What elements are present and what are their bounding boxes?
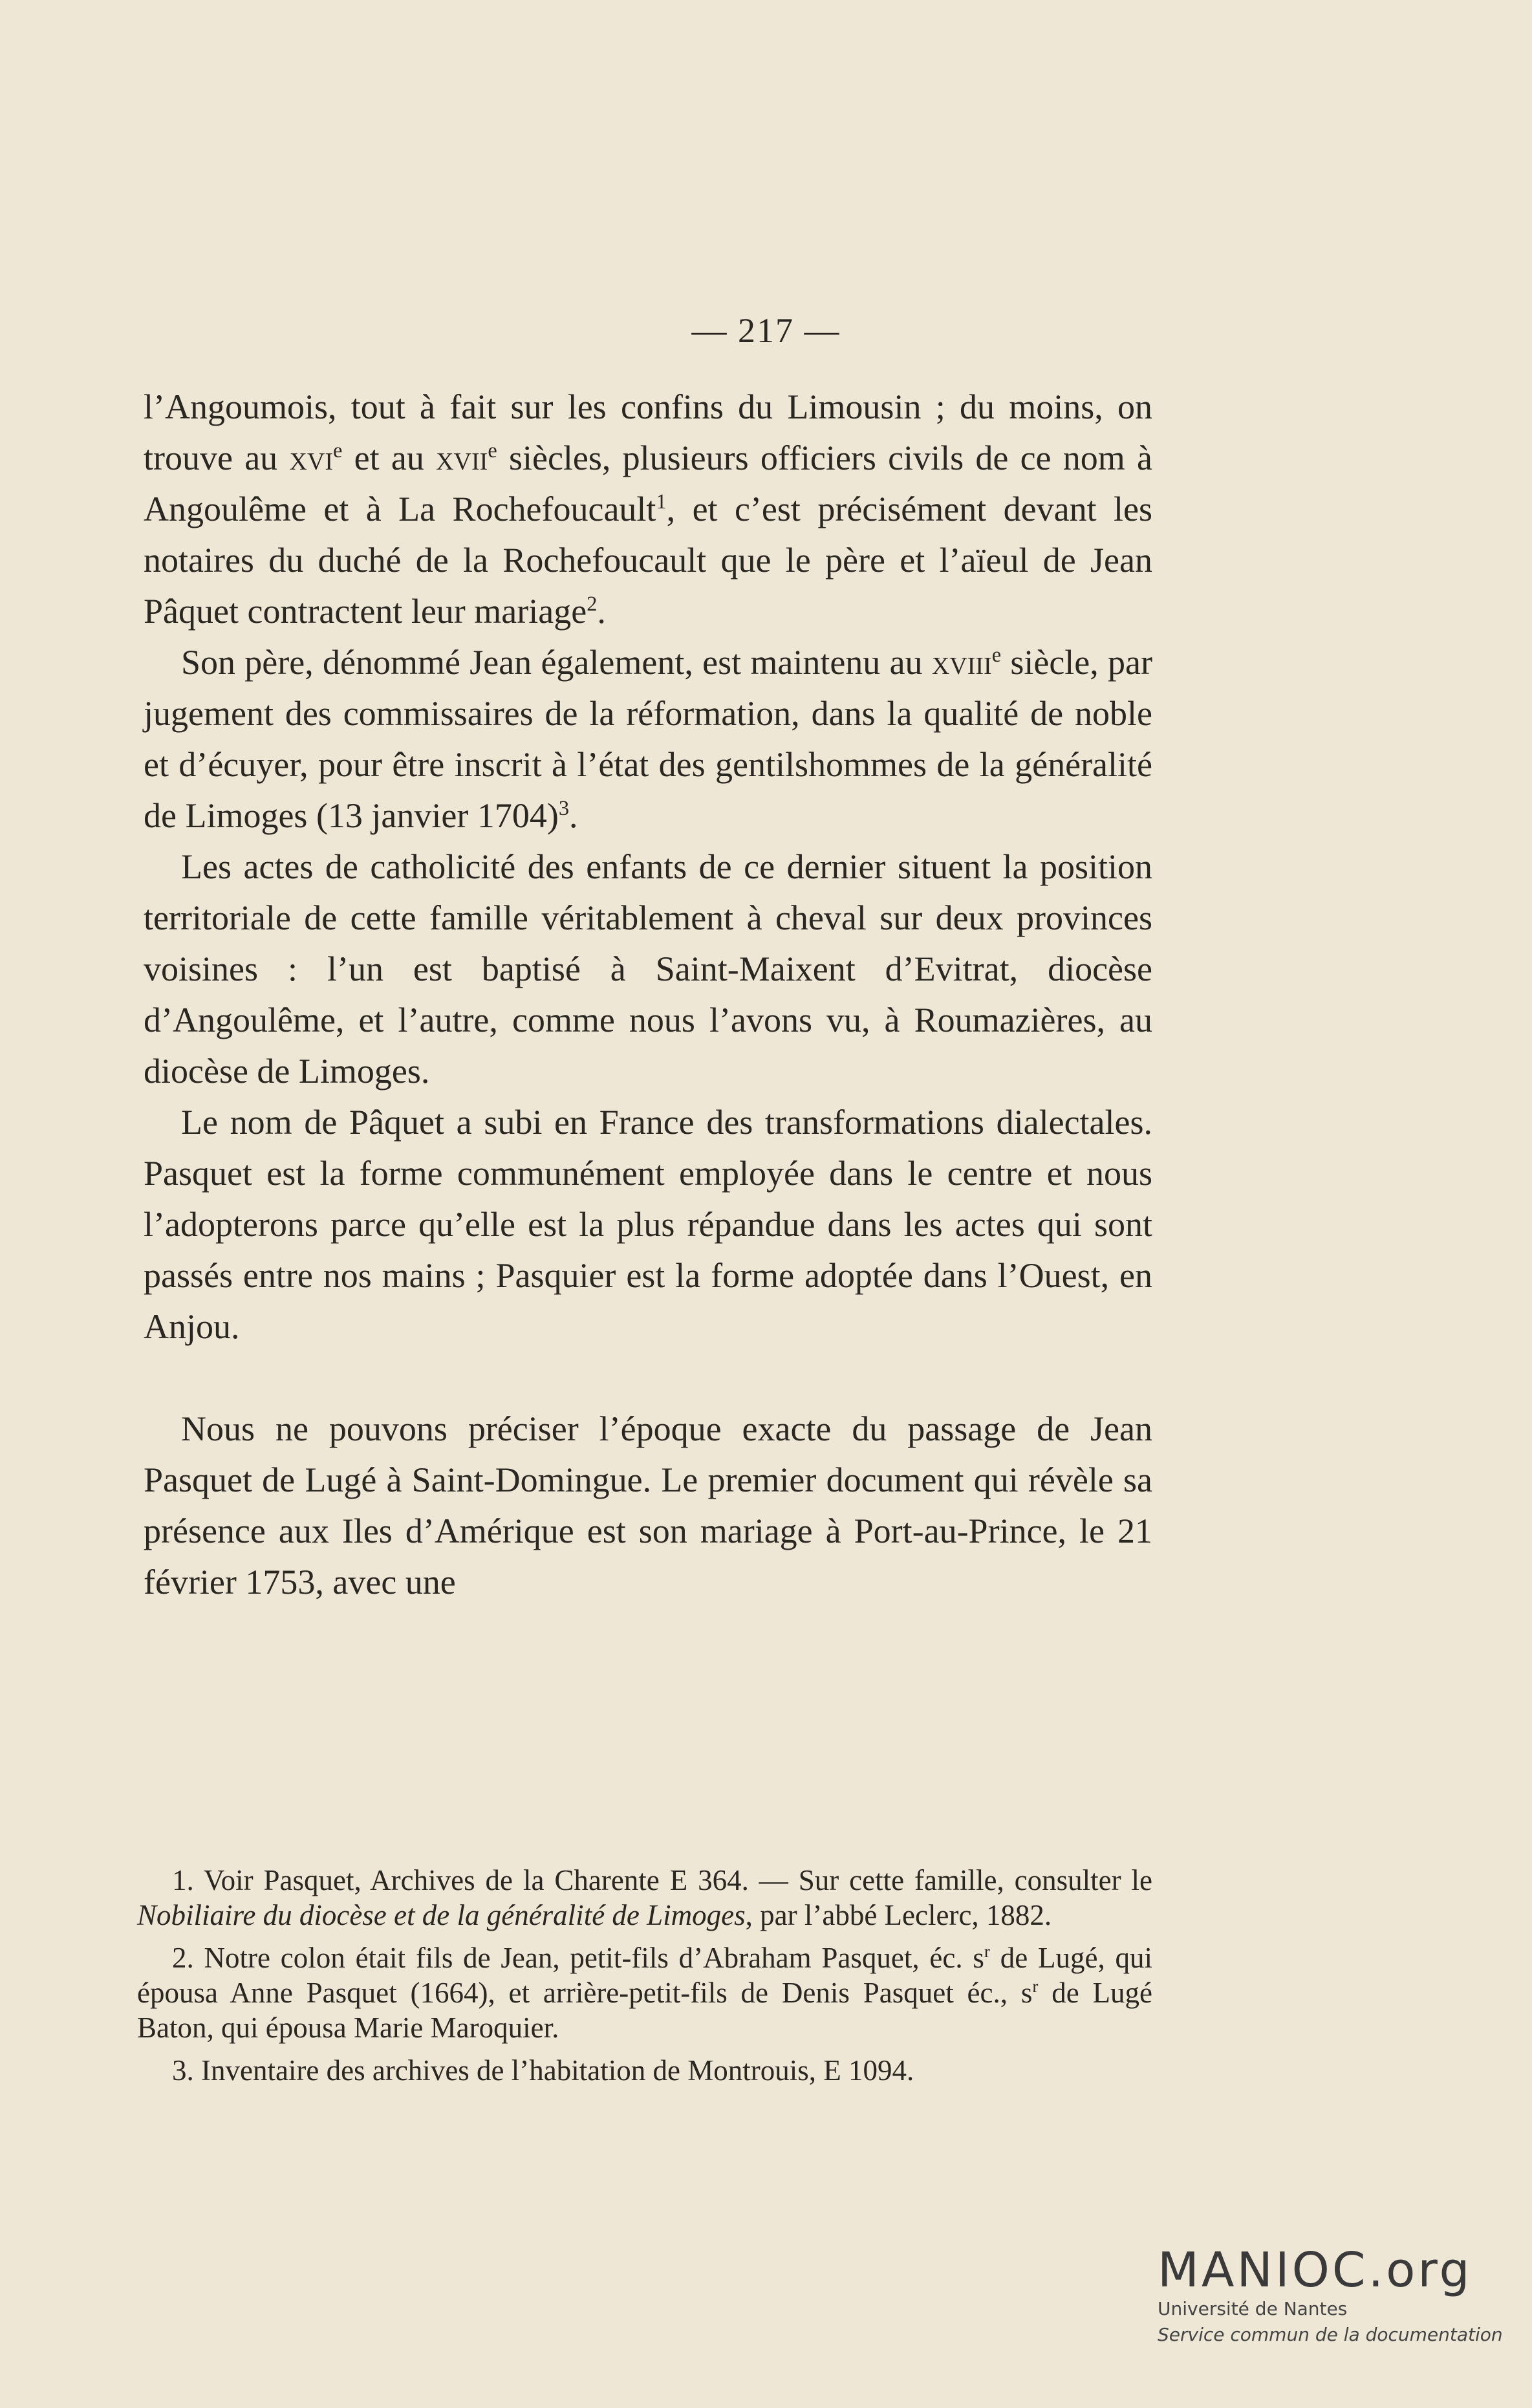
text-run: , et c’est précisément devant les notaires du duché de la Rochefoucault que le père et l’aïeul de Jean Pâquet contractent leur mariage bbox=[144, 490, 1152, 631]
logo-service: Service commun de la documentation bbox=[1158, 2324, 1503, 2345]
footnote-1 bbox=[137, 1863, 1152, 1933]
text-run: . bbox=[569, 796, 578, 835]
text-run: Inventaire des archives de l’habitation de Montrouis, E 1094. bbox=[193, 2054, 914, 2087]
century-numeral: xvi bbox=[289, 439, 333, 477]
footnote-ref-2: 2 bbox=[587, 592, 598, 616]
text-run: et au bbox=[342, 439, 437, 477]
superscript: e bbox=[488, 439, 497, 462]
footnote-3 bbox=[137, 2053, 1152, 2088]
superscript: r bbox=[1032, 1977, 1039, 1996]
text-run: siècle, par jugement des commissaires de la réformation, dans la qualité de noble et d’écuyer, pour être inscrit à l’état des gentilshommes de la généralité de Limoges (13 janvier 1704) bbox=[144, 643, 1153, 835]
text-run: de Lugé, qui épousa Anne Pasquet (1664), et arrière-petit-fils de Denis Pasquet éc., s bbox=[137, 1942, 1152, 2009]
logo-university: Université de Nantes bbox=[1158, 2298, 1348, 2319]
century-numeral: xviii bbox=[931, 643, 992, 682]
text-run: Voir Pasquet, Archives de la Charente E 364. — Sur cette famille, consulter le bbox=[193, 1864, 1152, 1896]
manioc-logo[interactable] bbox=[1158, 2244, 1520, 2348]
text-run: de Lugé Baton, qui épousa Marie Maroquier. bbox=[137, 1977, 1152, 2044]
footnote-ref-1: 1 bbox=[656, 490, 667, 514]
footnote-number: 2. bbox=[172, 1942, 194, 1974]
superscript: e bbox=[333, 439, 343, 462]
text-run: Son père, dénommé Jean également, est maintenu au bbox=[181, 643, 932, 682]
page-number: — 217 — bbox=[691, 311, 841, 350]
text-run: l’Angoumois, tout à fait sur les confins du Limousin ; du moins, on trouve au bbox=[144, 387, 1152, 477]
footnote-2 bbox=[137, 1940, 1152, 2045]
text-run: siècles, plusieurs officiers civils de ce nom à Angoulême et à La Rochefoucault bbox=[144, 439, 1152, 528]
logo-brand: MANIOC.org bbox=[1158, 2242, 1473, 2298]
footnote-ref-3: 3 bbox=[558, 797, 570, 820]
superscript: r bbox=[984, 1942, 990, 1961]
book-title: Nobiliaire du diocèse et de la généralité de Limoges bbox=[137, 1899, 746, 1931]
superscript: e bbox=[991, 644, 1002, 667]
paragraph-3: Les actes de catholicité des enfants de ce dernier situent la position territoriale de cette famille véritablement à cheval sur deux provinces voisines : l’un est baptisé à Saint-Maixent d’Evitrat, diocèse d’Angoulême, et l’autre, comme nous l’avons vu, à Roumazières, au diocèse de Limoges. bbox=[144, 847, 1152, 1090]
paragraph-2 bbox=[144, 637, 1152, 841]
paragraph-4: Le nom de Pâquet a subi en France des transformations dialectales. Pasquet est la forme communément employée dans le centre et nous l’adopterons parce qu’elle est la plus répandue dans les actes qui sont passés entre nos mains ; Pasquier est la forme adoptée dans l’Ouest, en Anjou. bbox=[144, 1103, 1152, 1346]
main-text bbox=[144, 382, 1152, 1608]
footnote-number: 1. bbox=[172, 1864, 194, 1896]
paragraph-1 bbox=[144, 382, 1152, 637]
footnote-number: 3. bbox=[172, 2054, 194, 2087]
footnotes bbox=[137, 1863, 1152, 2096]
text-run: , par l’abbé Leclerc, 1882. bbox=[745, 1899, 1052, 1931]
text-run: . bbox=[597, 592, 606, 631]
paragraph-5: Nous ne pouvons préciser l’époque exacte du passage de Jean Pasquet de Lugé à Saint-Domingue. Le premier document qui révèle sa présence aux Iles d’Amérique est son mariage à Port-au-Prince, le 21 février 1753, avec une bbox=[144, 1409, 1152, 1601]
text-run: Notre colon était fils de Jean, petit-fils d’Abraham Pasquet, éc. s bbox=[193, 1942, 984, 1974]
century-numeral: xvii bbox=[436, 439, 488, 477]
